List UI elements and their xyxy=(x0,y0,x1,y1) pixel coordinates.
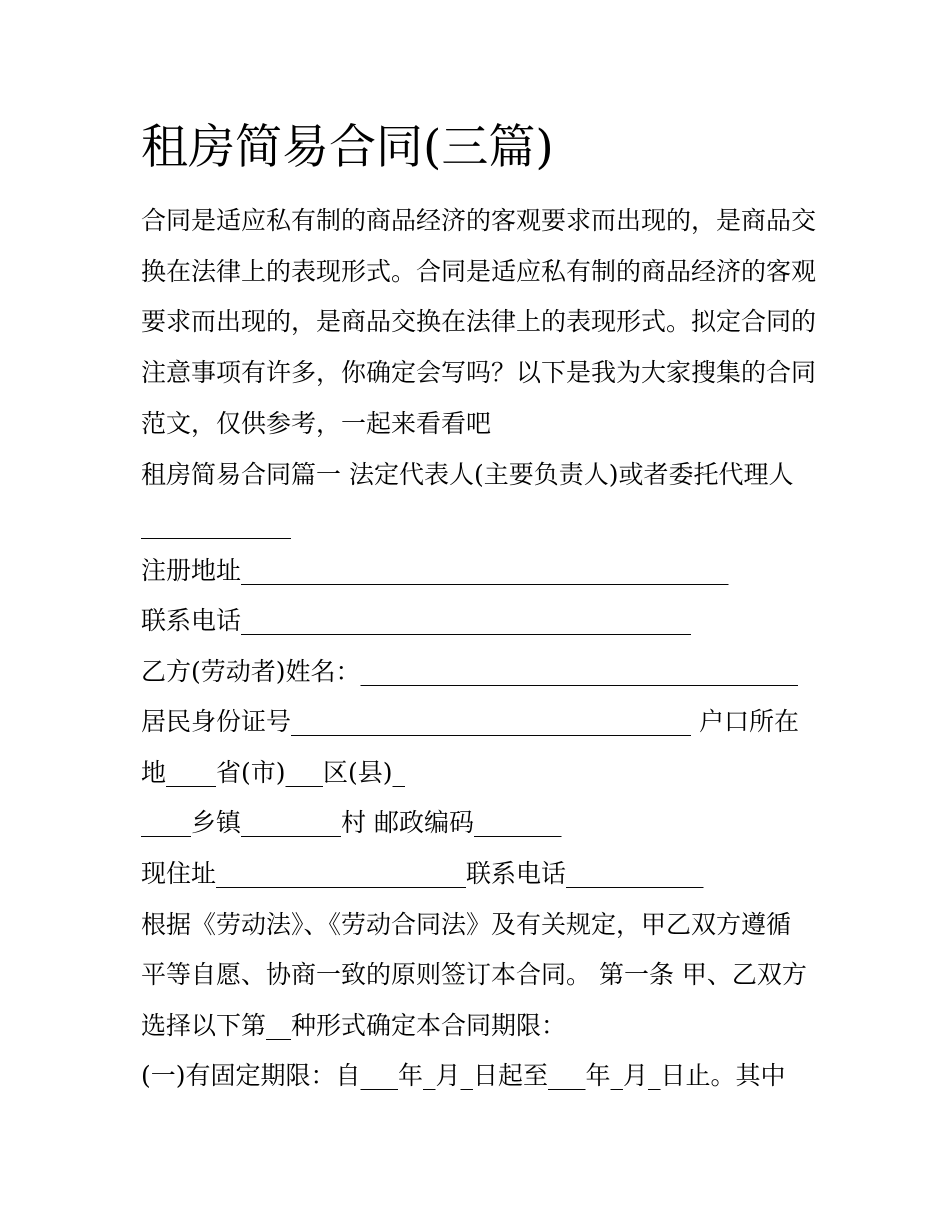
id-number-line: 居民身份证号________________________________ 户口所在 xyxy=(141,707,799,736)
law-basis-line-2: 平等自愿、协商一致的原则签订本合同。 第一条 甲、乙双方 xyxy=(141,960,807,989)
current-address-line: 现住址____________________联系电话___________ xyxy=(141,859,704,888)
representative-blank: ____________ xyxy=(141,510,291,539)
paragraph-line-2: 换在法律上的表现形式。合同是适应私有制的商品经济的客观 xyxy=(141,257,817,286)
document-title: 租房简易合同(三篇) xyxy=(141,120,554,175)
registered-address-line: 注册地址_______________________________________ xyxy=(141,556,729,585)
paragraph-line-1: 合同是适应私有制的商品经济的客观要求而出现的，是商品交 xyxy=(141,206,817,235)
township-postcode-line: ____乡镇________村 邮政编码_______ xyxy=(141,808,562,837)
contact-phone-line: 联系电话____________________________________ xyxy=(141,606,692,635)
term-choice-line: 选择以下第__种形式确定本合同期限： xyxy=(141,1011,567,1040)
worker-name-line: 乙方(劳动者)姓名：___________________________________ xyxy=(141,657,799,686)
fixed-term-line: (一)有固定期限：自___年_月_日起至___年_月_日止。其中 xyxy=(141,1061,786,1090)
paragraph-line-3: 要求而出现的，是商品交换在法律上的表现形式。拟定合同的 xyxy=(141,307,817,336)
province-district-line: 地____省(市)___区(县)_ xyxy=(141,758,406,787)
contract-heading-line: 租房简易合同篇一 法定代表人(主要负责人)或者委托代理人 xyxy=(141,460,794,489)
paragraph-line-4: 注意事项有许多，你确定会写吗？以下是我为大家搜集的合同 xyxy=(141,358,817,387)
law-basis-line-1: 根据《劳动法》、《劳动合同法》及有关规定，甲乙双方遵循 xyxy=(141,910,792,939)
paragraph-line-5: 范文，仅供参考，一起来看看吧 xyxy=(141,409,492,438)
